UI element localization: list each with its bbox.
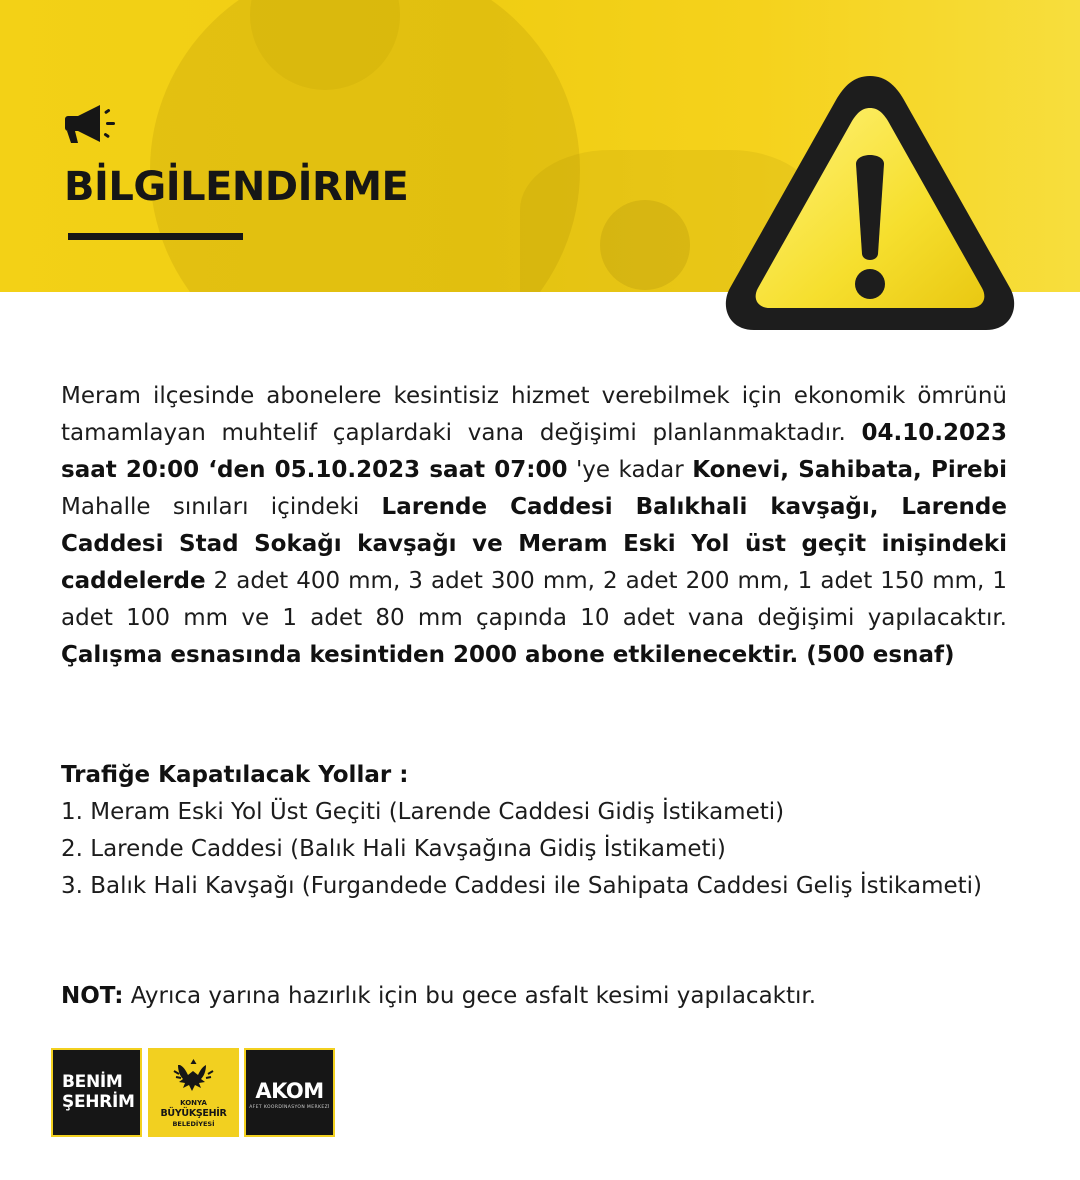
- date-range: 04.10.2023 saat 20:00 ‘den 05.10.2023 saat 07:00: [61, 420, 1008, 483]
- konya-buyuksehir-logo: [148, 1048, 239, 1137]
- road-item: 3. Balık Hali Kavşağı (Furgandede Caddesi ile Sahipata Caddesi Geliş İstikameti): [61, 873, 982, 899]
- title-underline: [68, 233, 243, 240]
- benim-line2: ŞEHRİM: [62, 1092, 135, 1112]
- page-title: BİLGİLENDİRME: [64, 164, 409, 210]
- note-label: NOT:: [61, 983, 124, 1009]
- warning-triangle-icon: [720, 68, 1020, 340]
- impact-text: Çalışma esnasında kesintiden 2000 abone etkilenecektir. (500 esnaf): [61, 642, 955, 668]
- road-item: 2. Larende Caddesi (Balık Hali Kavşağına Gidiş İstikameti): [61, 836, 726, 862]
- akom-logo: [244, 1048, 335, 1137]
- akom-subtitle: AFET KOORDİNASYON MERKEZİ: [249, 1105, 330, 1110]
- konya-line2: BÜYÜKŞEHİR: [160, 1108, 227, 1119]
- intro-text: Meram ilçesinde abonelere kesintisiz hizmet verebilmek için ekonomik ömrünü tamamlayan muhtelif çaplardaki vana değişimi planlanmaktadır.: [61, 383, 1007, 446]
- ye-kadar-text: 'ye kadar: [567, 457, 693, 483]
- affected-streets: Larende Caddesi Balıkhali kavşağı, Larende Caddesi Stad Sokağı kavşağı ve Meram Eski Yol üst geçit inişindeki caddelerde: [61, 494, 1007, 594]
- valve-details: 2 adet 400 mm, 3 adet 300 mm, 2 adet 200 mm, 1 adet 150 mm, 1 adet 100 mm ve 1 adet 80 mm çapında 10 adet vana değişimi yapılacaktır.: [61, 568, 1007, 631]
- konya-line1: KONYA: [180, 1099, 207, 1107]
- traffic-heading: Trafiğe Kapatılacak Yollar :: [61, 762, 409, 788]
- mahalle-text: Mahalle sınıları içindeki: [61, 494, 382, 520]
- megaphone-icon: [64, 104, 128, 144]
- akom-name: AKOM: [255, 1079, 324, 1103]
- konya-line3: BELEDİYESİ: [172, 1120, 215, 1128]
- road-item: 1. Meram Eski Yol Üst Geçiti (Larende Caddesi Gidiş İstikameti): [61, 799, 785, 825]
- traffic-closures: [61, 757, 1007, 905]
- note-text: Ayrıca yarına hazırlık için bu gece asfalt kesimi yapılacaktır.: [123, 983, 817, 1009]
- announcement-paragraph: [61, 378, 1007, 674]
- background-wheel-shape: [600, 200, 690, 290]
- double-headed-eagle-icon: [172, 1055, 215, 1097]
- benim-sehrim-logo: [51, 1048, 142, 1137]
- neighborhoods: Konevi, Sahibata, Pirebi: [692, 457, 1007, 483]
- note: [61, 978, 1007, 1015]
- benim-line1: BENİM: [62, 1072, 123, 1092]
